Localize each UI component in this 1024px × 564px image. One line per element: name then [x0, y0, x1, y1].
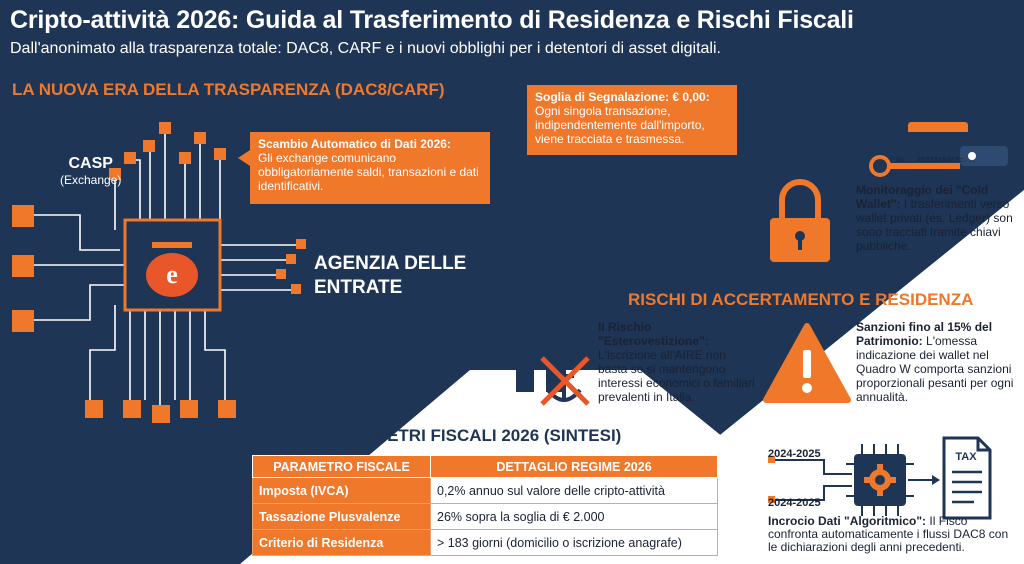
wallet-icon: [898, 122, 1008, 182]
table-cell-label: Criterio di Residenza: [253, 530, 431, 556]
algo-body: Il Fisco confronta automaticamente i flussi DAC8 con le dichiarazioni degli anni precedenti.: [768, 514, 1009, 554]
algo-text: [768, 515, 1018, 554]
casp-label: [60, 155, 121, 187]
risk-sanzioni-title: Sanzioni fino al 15% del Patrimonio:: [856, 320, 993, 348]
year-label-top: 2024-2025: [768, 448, 821, 460]
section-title-risks: RISCHI DI ACCERTAMENTO E RESIDENZA: [628, 290, 974, 309]
exchange-callout-title: Scambio Automatico di Dati 2026:: [258, 137, 451, 151]
table-row: [253, 504, 718, 530]
agency-label: AGENZIA DELLE ENTRATE: [314, 253, 467, 298]
table-row: [253, 530, 718, 556]
risk-esterovestizione-title: Il Rischio "Esterovestizione":: [598, 320, 709, 348]
table-cell-value: 0,2% annuo sul valore delle cripto-attività: [431, 478, 718, 504]
table-cell-value: > 183 giorni (domicilio o iscrizione anagrafe): [431, 530, 718, 556]
risk-sanzioni-body: L'omessa indicazione dei wallet nel Quadro W comporta sanzioni proporzionali pesanti per ogni annualità.: [856, 334, 1014, 404]
chip-gear-icon: [846, 444, 914, 516]
table-row: [253, 478, 718, 504]
tax-document-icon: [944, 438, 990, 518]
threshold-callout-title: Soglia di Segnalazione: € 0,00:: [535, 90, 710, 104]
lock-icon: [770, 182, 830, 262]
page-title: Cripto-attività 2026: Guida al Trasferimento di Residenza e Rischi Fiscali: [10, 6, 854, 34]
section-title-params: PARAMETRI FISCALI 2026 (SINTESI): [326, 426, 622, 445]
algo-title: Incrocio Dati "Algoritmico":: [768, 514, 927, 528]
cold-wallet-text: [856, 183, 1016, 253]
cold-wallet-title: Monitoraggio dei "Cold Wallet":: [856, 183, 989, 211]
cold-wallet-body: I trasferimenti verso wallet privati (es. Ledger) son sono tracciati tramite chiavi pubbliche.: [856, 197, 1013, 253]
table-cell-value: 26% sopra la soglia di € 2.000: [431, 504, 718, 530]
casp-title: CASP: [68, 155, 113, 172]
casp-subtitle: (Exchange): [60, 173, 122, 187]
svg-text:e: e: [166, 260, 178, 289]
table-header-param: PARAMETRO FISCALE: [253, 456, 431, 478]
table-header-detail: DETTAGLIO REGIME 2026: [431, 456, 718, 478]
tax-label: TAX: [955, 451, 977, 463]
key-hash-text: 0x...4562345467c...: [896, 157, 976, 165]
year-label-bottom: 2024-2025: [768, 497, 821, 509]
section-title-transparency: LA NUOVA ERA DELLA TRASPARENZA (DAC8/CARF): [12, 80, 445, 99]
table-cell-label: Imposta (IVCA): [253, 478, 431, 504]
exchange-callout: [250, 132, 490, 204]
warning-icon: [762, 322, 852, 406]
params-table: [252, 455, 718, 556]
risk-sanzioni: [856, 320, 1016, 404]
threshold-callout: [527, 85, 737, 155]
page-subtitle: Dall'anonimato alla trasparenza totale: DAC8, CARF e i nuovi obblighi per i detentori di asset digitali.: [10, 40, 721, 57]
header-banner: [0, 0, 1024, 70]
risk-esterovestizione: [598, 320, 758, 404]
risk-esterovestizione-body: L'iscrizione all'AIRE non basta se si mantengono interessi economici o familiari prevalenti in Italia.: [598, 348, 755, 404]
table-header-row: [253, 456, 718, 478]
threshold-callout-body: Ogni singola transazione, indipendentemente dall'importo, viene tracciata e trasmessa.: [535, 104, 705, 146]
exchange-callout-body: Gli exchange comunicano obbligatoriamente saldi, transazioni e dati identificativi.: [258, 151, 479, 193]
house-anchor-icon: [500, 318, 596, 414]
table-cell-label: Tassazione Plusvalenze: [253, 504, 431, 530]
